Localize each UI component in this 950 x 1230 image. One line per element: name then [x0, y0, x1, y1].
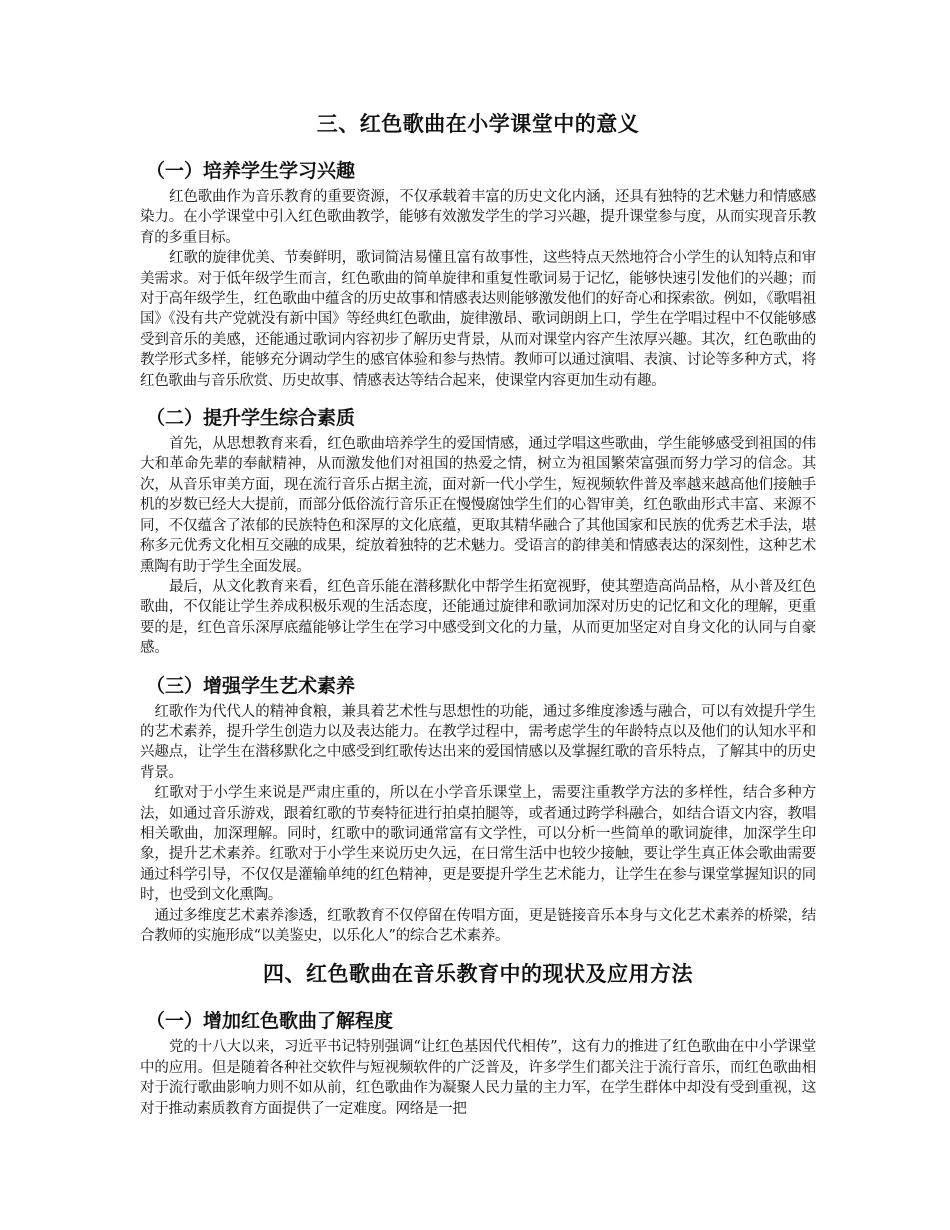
paragraph: 红歌对于小学生来说是严肃庄重的，所以在小学音乐课堂上，需要注重教学方法的多样性，结合多种方法，如通过音乐游戏，跟着红歌的节奏特征进行拍桌拍腿等，或者通过跨学科融合，如结合语文内容，教唱相关歌曲，加深理解。同时，红歌中的歌词通常富有文学性，可以分析一些简单的歌词旋律，加深学生印象，提升艺术素养。红歌对于小学生来说历史久远，在日常生活中也较少接触，要让学生真正体会歌曲需要通过科学引导，不仅仅是灌输单纯的红色精神，更是要提升学生艺术能力，让学生在参与课堂掌握知识的同时，也受到文化熏陶。 [140, 785, 816, 904]
section-4-1-heading: （一）增加红色歌曲了解程度 [146, 1010, 394, 1033]
section-3-1-heading: （一）培养学生学习兴趣 [146, 160, 356, 182]
paragraph: 通过多维度艺术素养渗透，红歌教育不仅停留在传唱方面，更是链接音乐本身与文化艺术素养的桥梁，结合教师的实施形成“以美鉴史，以乐化人”的综合艺术素养。 [140, 907, 816, 944]
section-3-2-heading: （二）提升学生综合素质 [146, 407, 356, 430]
paragraph: 红歌的旋律优美、节奏鲜明，歌词简洁易懂且富有故事性，这些特点天然地符合小学生的认知特点和审美需求。对于低年级学生而言，红色歌曲的简单旋律和重复性歌词易于记忆，能够快速引发他们的兴趣；而对于高年级学生，红色歌曲中蕴含的历史故事和情感表达则能够激发他们的好奇心和探索欲。例如，《歌唱祖国》《没有共产党就没有新中国》等经典红色歌曲，旋律激昂、歌词朗朗上口，学生在学唱过程中不仅能够感受到音乐的美感，还能通过歌词内容初步了解历史背景，从而对课堂内容产生浓厚兴趣。其次，红色歌曲的教学形式多样，能够充分调动学生的感官体验和参与热情。教师可以通过演唱、表演、讨论等多种方式，将红色歌曲与音乐欣赏、历史故事、情感表达等结合起来，使课堂内容更加生动有趣。 [140, 250, 816, 389]
paragraph: 党的十八大以来，习近平书记特别强调“让红色基因代代相传”，这有力的推进了红色歌曲在中小学课堂中的应用。但是随着各种社交软件与短视频软件的广泛普及，许多学生们都关注于流行音乐，而红色歌曲相对于流行歌曲影响力则不如从前，红色歌曲作为凝聚人民力量的主力军，在学生群体中却没有受到重视，这对于推动素质教育方面提供了一定难度。网络是一把 [140, 1039, 816, 1117]
paragraph: 红歌作为代代人的精神食粮，兼具着艺术性与思想性的功能，通过多维度渗透与融合，可以有效提升学生的艺术素养，提升学生创造力以及表达能力。在教学过程中，需考虑学生的年龄特点以及他们的认知水平和兴趣点，让学生在潜移默化之中感受到红歌传达出来的爱国情感以及掌握红歌的音乐特点，了解其中的历史背景。 [140, 703, 816, 781]
paragraph: 首先，从思想教育来看，红色歌曲培养学生的爱国情感，通过学唱这些歌曲，学生能够感受到祖国的伟大和革命先辈的奉献精神，从而激发他们对祖国的热爱之情，树立为祖国繁荣富强而努力学习的信念。其次，从音乐审美方面，现在流行音乐占据主流，面对新一代小学生，短视频软件普及率越来越高他们接触手机的岁数已经大大提前，而部分低俗流行音乐正在慢慢腐蚀学生们的心智审美，红色歌曲形式丰富、来源不同，不仅蕴含了浓郁的民族特色和深厚的文化底蕴，更取其精华融合了其他国家和民族的优秀艺术手法，堪称多元优秀文化相互交融的成果，绽放着独特的艺术魅力。受语言的韵律美和情感表达的深刻性，这种艺术熏陶有助于学生全面发展。 [140, 436, 816, 575]
paragraph: 红色歌曲作为音乐教育的重要资源，不仅承载着丰富的历史文化内涵，还具有独特的艺术魅力和情感感染力。在小学课堂中引入红色歌曲教学，能够有效激发学生的学习兴趣，提升课堂参与度，从而实现音乐教育的多重目标。 [140, 189, 816, 246]
section-3-title: 三、红色歌曲在小学课堂中的意义 [316, 111, 640, 136]
section-3-3-heading: （三）增强学生艺术素养 [146, 674, 356, 697]
section-4-title: 四、红色歌曲在音乐教育中的现状及应用方法 [263, 961, 693, 987]
paragraph: 最后，从文化教育来看，红色音乐能在潜移默化中帮学生拓宽视野，使其塑造高尚品格，从小普及红色歌曲，不仅能让学生养成积极乐观的生活态度，还能通过旋律和歌词加深对历史的记忆和文化的理解，更重要的是，红色音乐深厚底蕴能够让学生在学习中感受到文化的力量，从而更加坚定对自身文化的认同与自豪感。 [140, 578, 816, 657]
